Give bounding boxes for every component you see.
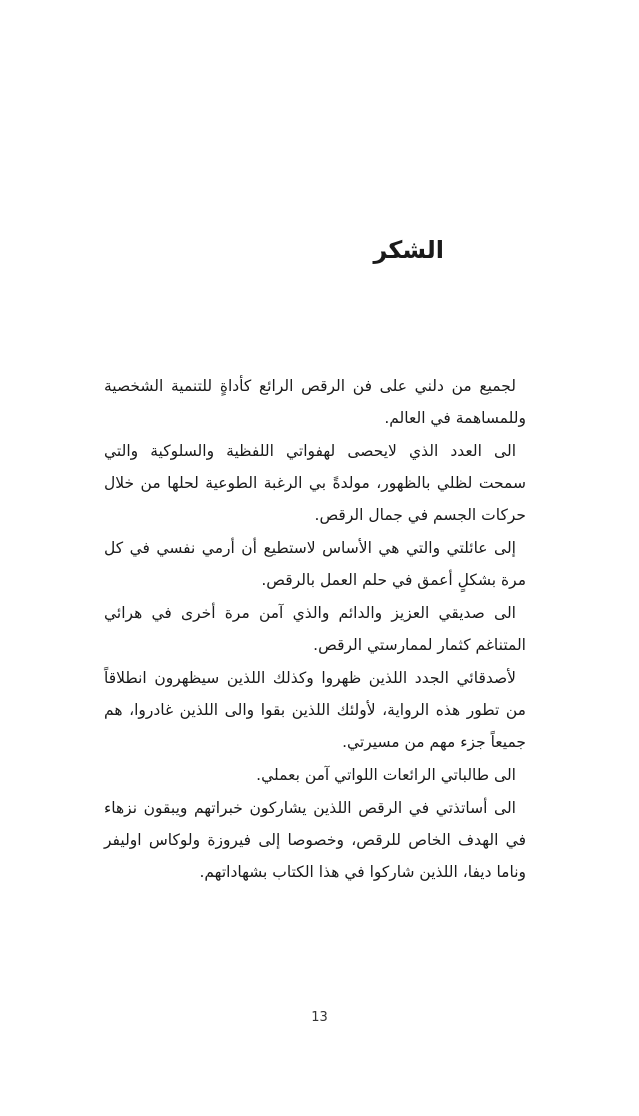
paragraph: الى طالباتي الرائعات اللواتي آمن بعملي. bbox=[256, 766, 516, 784]
paragraph: لأصدقائي الجدد اللذين ظهروا وكذلك اللذين سيظهرون انطلاقاً من تطور هذه الرواية، لأولئك اللذين بقوا والى اللذين غادروا، هم جميعاً جزء مهم من مسيرتي. bbox=[104, 669, 526, 751]
page-number: 13 bbox=[311, 1010, 328, 1025]
page-title: الشكر bbox=[373, 236, 444, 264]
paragraph: إلى عائلتي والتي هي الأساس لاستطيع أن أرمي نفسي في كل مرة بشكلٍ أعمق في حلم العمل بالرقص. bbox=[104, 539, 526, 589]
paragraph: الى صديقي العزيز والدائم والذي آمن مرة أخرى في هرائي المتناغم كثمار لممارستي الرقص. bbox=[104, 604, 526, 654]
paragraph: لجميع من دلني على فن الرقص الرائع كأداةٍ للتنمية الشخصية وللمساهمة في العالم. bbox=[104, 377, 526, 427]
acknowledgements-body bbox=[104, 370, 526, 889]
paragraph: الى أساتذتي في الرقص اللذين يشاركون خبراتهم ويبقون نزهاء في الهدف الخاص للرقص، وخصوصا إلى فيروزة ولوكاس اوليفر وناما ديفا، اللذين شاركوا في هذا الكتاب بشهاداتهم. bbox=[104, 799, 526, 881]
paragraph: الى العدد الذي لايحصى لهفواتي اللفظية والسلوكية والتي سمحت لظلي بالظهور، مولدةً بي الرغبة الطوعية لحلها من خلال حركات الجسم في جمال الرقص. bbox=[104, 442, 526, 524]
